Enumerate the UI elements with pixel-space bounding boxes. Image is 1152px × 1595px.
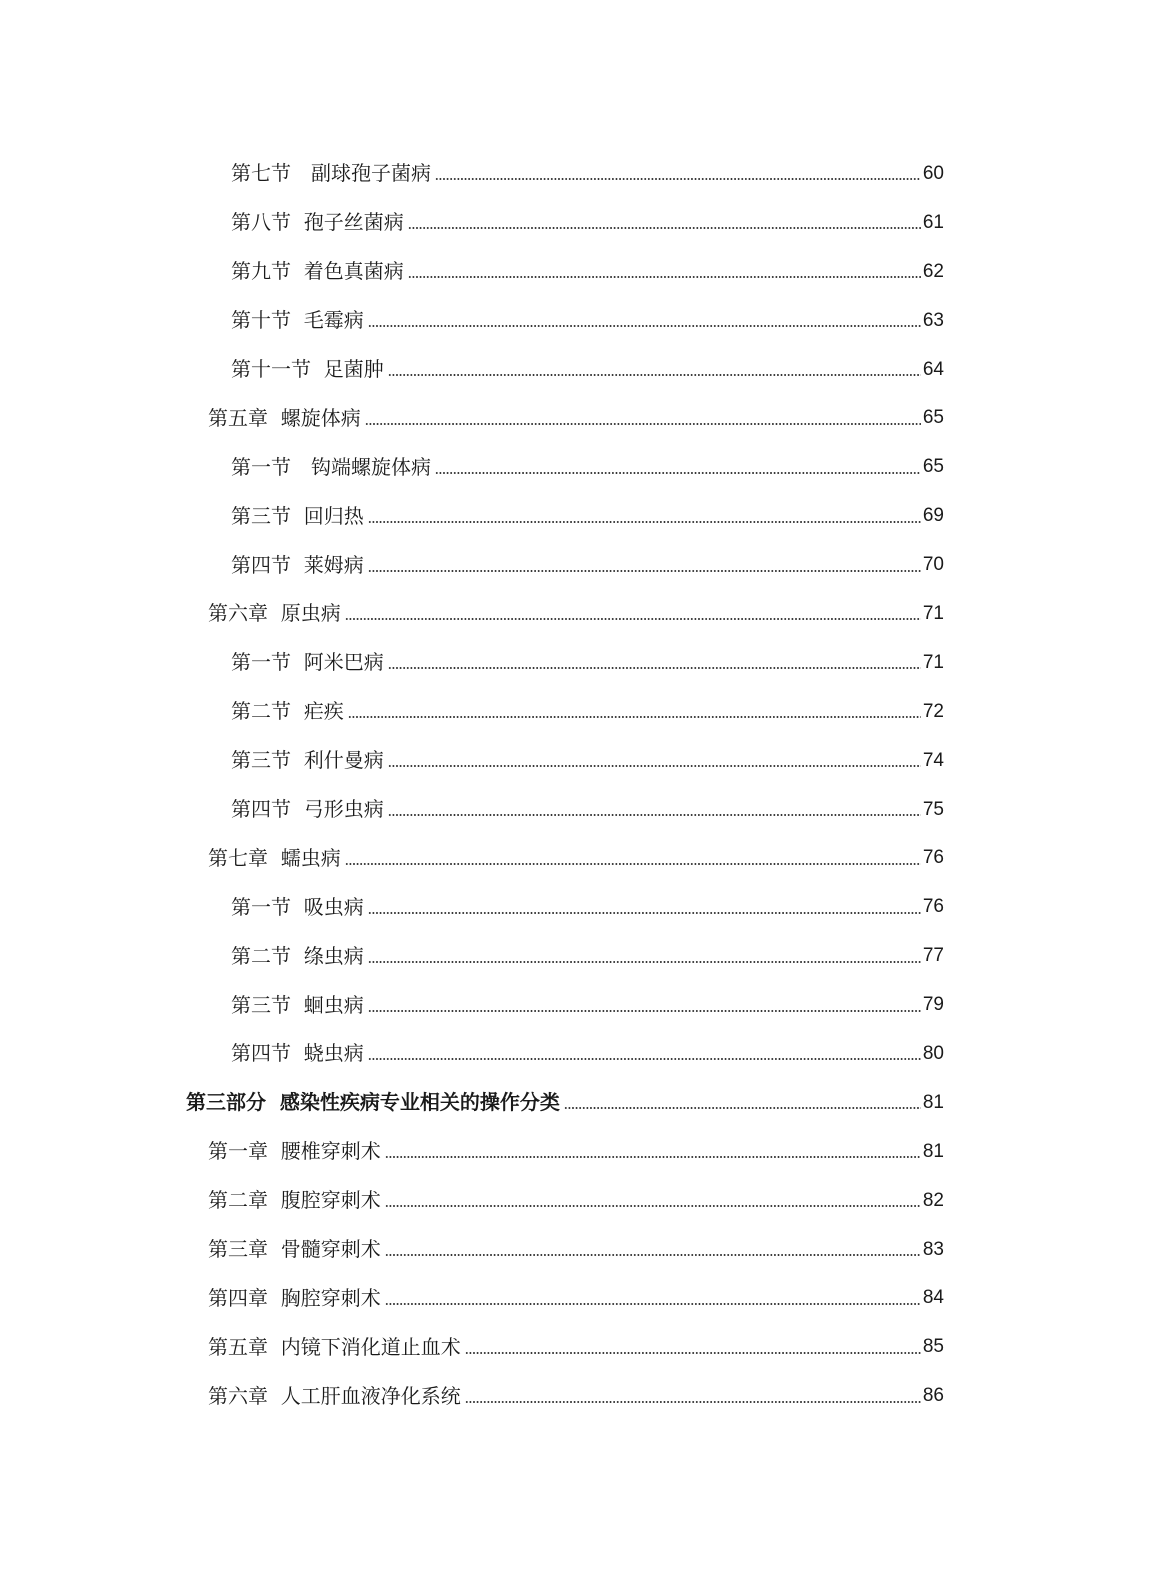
toc-entry-title: 第四章 胸腔穿刺术 — [208, 1285, 381, 1310]
dot-leader — [385, 1251, 921, 1259]
toc-entry-title: 第十一节 足菌肿 — [231, 357, 384, 381]
dot-leader — [435, 469, 921, 477]
toc-entry-title: 第七章 蠕虫病 — [208, 845, 341, 870]
dot-leader — [465, 1349, 921, 1357]
dot-leader — [368, 909, 921, 917]
toc-entry-title: 第十节 毛霉病 — [231, 308, 364, 333]
toc-entry-title: 第二节 疟疾 — [231, 699, 344, 724]
toc-entry-title: 第四节 莱姆病 — [231, 552, 364, 577]
toc-entry-section[interactable] — [0, 785, 1152, 834]
dot-leader — [345, 615, 921, 623]
toc-entry-page-number: 80 — [922, 1042, 944, 1064]
dot-leader — [368, 518, 921, 526]
toc-entry-title: 第四节 蛲虫病 — [231, 1041, 364, 1066]
toc-entry-page-number: 71 — [922, 651, 944, 673]
toc-entry-chapter[interactable] — [0, 1371, 1152, 1420]
toc-entry-section[interactable] — [0, 296, 1152, 345]
toc-entry-page-number: 77 — [922, 945, 944, 967]
dot-leader — [385, 1300, 921, 1308]
toc-entry-chapter[interactable] — [0, 393, 1152, 442]
toc-entry-title: 第七节 副球孢子菌病 — [231, 161, 431, 186]
toc-entry-title: 第五章 螺旋体病 — [208, 405, 361, 430]
toc-entry-title: 第三节 蛔虫病 — [231, 992, 364, 1017]
toc-entry-title: 第五章 内镜下消化道止血术 — [208, 1334, 461, 1359]
dot-leader — [388, 762, 921, 770]
toc-entry-page-number: 79 — [922, 994, 944, 1016]
toc-entry-section[interactable] — [0, 247, 1152, 296]
toc-entry-chapter[interactable] — [0, 1176, 1152, 1225]
toc-entry-section[interactable] — [0, 540, 1152, 589]
toc-entry-title: 第二节 绦虫病 — [231, 943, 364, 968]
toc-entry-page-number: 71 — [922, 602, 944, 624]
dot-leader — [388, 371, 921, 379]
toc-entry-page-number: 75 — [922, 798, 944, 820]
toc-entry-chapter[interactable] — [0, 1273, 1152, 1322]
toc-entry-page-number: 74 — [922, 749, 944, 771]
toc-entry-page-number: 63 — [922, 309, 944, 331]
toc-entry-title: 第三部分 感染性疾病专业相关的操作分类 — [186, 1090, 560, 1115]
table-of-contents — [0, 149, 1152, 1420]
dot-leader — [368, 1007, 921, 1015]
dot-leader — [564, 1104, 921, 1112]
toc-entry-page-number: 62 — [922, 260, 944, 282]
dot-leader — [345, 860, 921, 868]
toc-entry-page-number: 83 — [922, 1238, 944, 1260]
toc-entry-page-number: 85 — [922, 1336, 944, 1358]
toc-entry-section[interactable] — [0, 882, 1152, 931]
toc-entry-page-number: 64 — [922, 358, 944, 380]
toc-entry-page-number: 76 — [922, 896, 944, 918]
toc-entry-chapter[interactable] — [0, 1127, 1152, 1176]
dot-leader — [465, 1398, 921, 1406]
toc-entry-section[interactable] — [0, 442, 1152, 491]
toc-entry-title: 第一节 钩端螺旋体病 — [231, 454, 431, 479]
toc-entry-page-number: 72 — [922, 700, 944, 722]
dot-leader — [385, 1153, 921, 1161]
toc-entry-page-number: 65 — [922, 456, 944, 478]
dot-leader — [408, 224, 921, 232]
toc-entry-page-number: 70 — [922, 554, 944, 576]
dot-leader — [348, 713, 921, 721]
toc-entry-page-number: 76 — [922, 847, 944, 869]
toc-entry-title: 第一节 吸虫病 — [231, 894, 364, 919]
dot-leader — [365, 420, 921, 428]
toc-entry-page-number: 61 — [922, 211, 944, 233]
toc-entry-section[interactable] — [0, 638, 1152, 687]
toc-entry-title: 第九节 着色真菌病 — [231, 259, 404, 284]
toc-entry-chapter[interactable] — [0, 1322, 1152, 1371]
dot-leader — [385, 1202, 921, 1210]
toc-entry-title: 第六章 人工肝血液净化系统 — [208, 1383, 461, 1408]
toc-entry-title: 第六章 原虫病 — [208, 601, 341, 626]
toc-entry-title: 第一节 阿米巴病 — [231, 650, 384, 675]
dot-leader — [368, 1055, 921, 1063]
toc-entry-section[interactable] — [0, 931, 1152, 980]
toc-entry-chapter[interactable] — [0, 1225, 1152, 1274]
toc-entry-chapter[interactable] — [0, 589, 1152, 638]
toc-entry-title: 第三节 回归热 — [231, 503, 364, 528]
toc-entry-title: 第四节 弓形虫病 — [231, 797, 384, 822]
toc-entry-section[interactable] — [0, 980, 1152, 1029]
toc-entry-part[interactable] — [0, 1078, 1152, 1127]
toc-entry-title: 第三节 利什曼病 — [231, 748, 384, 773]
toc-entry-section[interactable] — [0, 736, 1152, 785]
toc-entry-section[interactable] — [0, 1029, 1152, 1078]
dot-leader — [408, 273, 921, 281]
dot-leader — [368, 322, 921, 330]
toc-entry-title: 第三章 骨髓穿刺术 — [208, 1237, 381, 1262]
toc-entry-title: 第八节 孢子丝菌病 — [231, 210, 404, 235]
toc-entry-page-number: 81 — [922, 1091, 944, 1113]
dot-leader — [388, 811, 921, 819]
toc-entry-title: 第二章 腹腔穿刺术 — [208, 1188, 381, 1213]
toc-entry-section[interactable] — [0, 345, 1152, 394]
toc-entry-page-number: 82 — [922, 1189, 944, 1211]
toc-entry-page-number: 65 — [922, 407, 944, 429]
toc-entry-page-number: 81 — [922, 1140, 944, 1162]
toc-entry-page-number: 84 — [922, 1287, 944, 1309]
toc-entry-page-number: 69 — [922, 505, 944, 527]
dot-leader — [388, 664, 921, 672]
toc-entry-section[interactable] — [0, 491, 1152, 540]
toc-entry-page-number: 86 — [922, 1385, 944, 1407]
toc-entry-page-number: 60 — [922, 162, 944, 184]
toc-entry-section[interactable] — [0, 687, 1152, 736]
dot-leader — [368, 567, 921, 575]
toc-entry-section[interactable] — [0, 149, 1152, 198]
toc-entry-section[interactable] — [0, 198, 1152, 247]
toc-entry-chapter[interactable] — [0, 833, 1152, 882]
dot-leader — [435, 175, 921, 183]
dot-leader — [368, 958, 921, 966]
toc-entry-title: 第一章 腰椎穿刺术 — [208, 1139, 381, 1164]
